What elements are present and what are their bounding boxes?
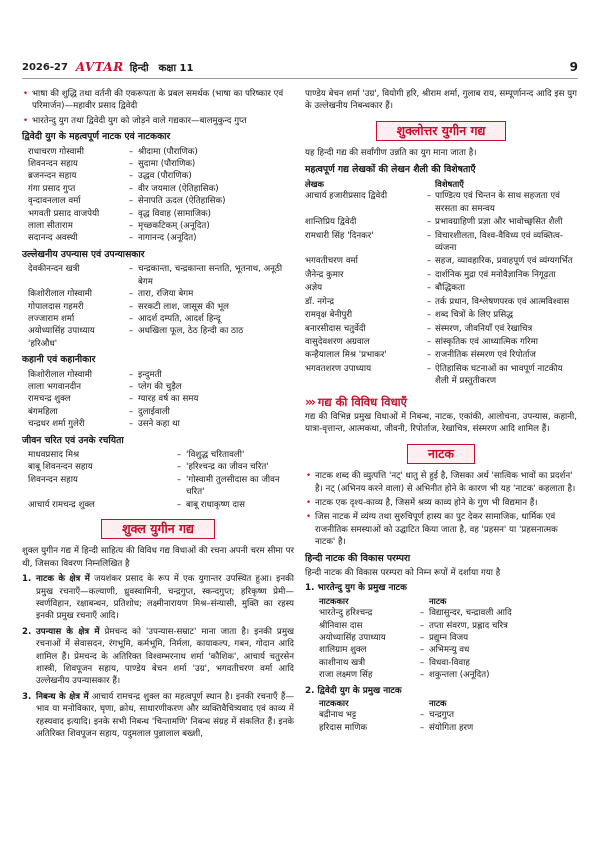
dash: – xyxy=(426,256,432,267)
table-row xyxy=(305,282,577,294)
column-header: नाटककार xyxy=(319,595,349,606)
bharatendu-natak-table xyxy=(305,595,577,682)
paragraph: गद्य की विभिन्न प्रमुख विधाओं में निबन्ध, नाटक, एकांकी, आलोचना, उपन्यास, कहानी, यात्रा-वृत्तान्त, आत्मकथा, जीवनी, रिपोर्ताज, रेखाचित्र, संस्मरण आदि शामिल हैं। xyxy=(305,411,577,435)
list-item xyxy=(22,146,294,158)
dash: – xyxy=(426,336,432,347)
author: लाला सीताराम xyxy=(28,221,73,232)
list-item: • नाटक शब्द की व्युत्पत्ति 'नट्' धातु से हुई है, जिसका अर्थ 'सात्विक भावों का प्रदर्शन' है। नट् (अभिनय करने वाला) से अभिनीत होने के कारण भी यह 'नाटक' कहलाता है। xyxy=(305,470,577,495)
dash: – xyxy=(419,722,425,733)
list-item xyxy=(22,393,294,405)
author: शिवनन्दन सहाय xyxy=(28,159,78,170)
writer: बनारसीदास चतुर्वेदी xyxy=(305,323,366,334)
author: ब्रजनन्दन सहाय xyxy=(28,171,77,182)
list-item xyxy=(22,158,294,170)
playwright: अयोध्यासिंह उपाध्याय xyxy=(319,633,386,644)
column-header: नाटक xyxy=(429,698,447,709)
work: इन्दुमती xyxy=(138,369,162,380)
item-number: 2. xyxy=(22,626,32,637)
work: 'गोस्वामी तुलसीदास का जीवन चरित' xyxy=(186,474,280,498)
table-row xyxy=(305,336,577,348)
author: सदानन्द अवस्थी xyxy=(28,233,78,244)
dash: – xyxy=(176,462,182,473)
feature: सहज, व्यावहारिक, प्रवाहपूर्ण एवं व्यंग्यगर्भित xyxy=(435,256,573,267)
work: दुलाईवाली xyxy=(138,406,170,417)
work: सेनापति ऊदल (ऐतिहासिक) xyxy=(138,196,226,207)
author: लज्जाराम शर्मा xyxy=(28,313,75,324)
section-heading xyxy=(305,396,577,408)
table-row xyxy=(305,309,577,321)
banner-container xyxy=(22,519,294,539)
author: बंगमहिला xyxy=(28,406,58,417)
play: विद्यासुन्दर, चन्द्रावली आदि xyxy=(429,608,512,619)
section-banner: शुक्लोत्तर युगीन गद्य xyxy=(376,121,507,141)
numbered-item xyxy=(22,573,294,623)
double-chevron-icon: ››› xyxy=(305,394,314,409)
feature: विचारशीलता, विश्व-वैविध्य एवं व्यक्तित्व-व्यंजना xyxy=(435,230,564,254)
table-row xyxy=(305,216,577,228)
section-heading: हिन्दी नाटक की विकास परम्परा xyxy=(305,552,411,564)
subsection-heading: 2. द्विवेदी युग के प्रमुख नाटक xyxy=(305,685,402,696)
item-number: 3. xyxy=(22,691,32,702)
kahani-list xyxy=(22,369,294,431)
dash: – xyxy=(426,283,432,294)
writer: कन्हैयालाल मिश्र 'प्रभाकर' xyxy=(305,350,387,361)
numbered-item xyxy=(22,626,294,688)
author: रामचन्द्र शुक्ल xyxy=(28,394,71,405)
list-item xyxy=(22,301,294,313)
table-row xyxy=(305,709,577,721)
dash: – xyxy=(128,313,134,324)
writer: रामवृक्ष बेनीपुरी xyxy=(305,310,353,321)
feature: संस्मरण, जीवनियाँ एवं रेखाचित्र xyxy=(435,323,533,334)
author: माधवप्रसाद मिश्र xyxy=(28,449,80,460)
list-item xyxy=(22,474,294,499)
dash: – xyxy=(128,183,134,194)
item-heading: निबन्ध के क्षेत्र में xyxy=(36,691,89,702)
work: अधखिला फूल, ठेठ हिन्दी का ठाठ xyxy=(138,326,244,337)
list-item xyxy=(22,325,294,350)
list-item xyxy=(22,220,294,232)
banner-container xyxy=(305,121,577,141)
dash: – xyxy=(128,419,134,430)
section-banner: नाटक xyxy=(407,444,475,464)
dash: – xyxy=(128,381,134,392)
work: वृद्ध विवाह (सामाजिक) xyxy=(138,208,211,219)
table-row xyxy=(305,620,577,632)
table-row xyxy=(305,669,577,681)
author: शिवनन्दन सहाय xyxy=(28,474,78,485)
dash: – xyxy=(419,608,425,619)
upanyas-list xyxy=(22,263,294,350)
dash: – xyxy=(426,363,432,374)
table-row xyxy=(305,657,577,669)
author: देवकीनन्दन खत्री xyxy=(28,264,80,275)
feature: सांस्कृतिक एवं आध्यात्मिक गरिमा xyxy=(435,336,538,347)
list-item: • भारतेन्दु युग तथा द्विवेदी युग को जोड़ने वाले गद्यकार—बालमुकुन्द गुप्त xyxy=(22,115,294,127)
table-row xyxy=(305,644,577,656)
jeevani-list xyxy=(22,449,294,511)
author: अयोध्यासिंह उपाध्याय 'हरिऔध' xyxy=(28,326,95,349)
paragraph: शुक्ल युगीन गद्य में हिन्दी साहित्य की विविध गद्य विधाओं की रचना अपनी चरम सीमा पर थी, जिसका विवरण निम्नलिखित है xyxy=(22,546,294,569)
author: चन्द्रधर शर्मा गुलेरी xyxy=(28,419,85,430)
item-text xyxy=(36,626,294,688)
work: मृच्छकटिकम् (अनूदित) xyxy=(138,221,210,232)
table-header xyxy=(305,697,577,709)
list-item xyxy=(22,418,294,430)
table-row xyxy=(305,323,577,335)
list-item: • जिस नाटक में व्यंग्य तथा सुरुचिपूर्ण हास्य का पुट देकर सामाजिक, धार्मिक एवं राजनीतिक समस्याओं को उद्घाटित किया जाता है, वह 'प्रहसन' या 'प्रहसनात्मक नाटक' है। xyxy=(305,511,577,548)
banner-container xyxy=(305,444,577,464)
list-item xyxy=(22,406,294,418)
list-item xyxy=(22,499,294,511)
author: किशोरीलाल गोस्वामी xyxy=(28,289,93,300)
table-row xyxy=(305,296,577,308)
dash: – xyxy=(426,296,432,307)
section-heading: कहानी एवं कहानीकार xyxy=(22,354,96,366)
page-header xyxy=(22,58,578,76)
list-item: • भाषा की शुद्धि तथा वर्तनी की एकरूपता के प्रबल समर्थक (भाषा का परिष्कार एवं परिमार्जन)—महावीर प्रसाद द्विवेदी xyxy=(22,88,294,113)
item-body: आचार्य रामचन्द्र शुक्ल का महत्वपूर्ण स्थान है। इनकी रचनाएँ हैं—भाव या मनोविकार, घृणा, क्रोध, साधारणीकरण और व्यक्तिवैचित्र्यवाद एवं काव्य में रहस्यवाद इत्यादि। इनके सभी निबन्ध 'चिन्तामणि' निबन्ध संग्रह में संकलित हैं। इनके अतिरिक्त शिवपूजन सहाय, पदुमलाल पुन्नालाल बख्शी, xyxy=(36,691,294,740)
playwright: हरिदास माणिक xyxy=(319,722,368,733)
column-header: नाटककार xyxy=(319,698,349,709)
section-heading: जीवन चरित एवं उनके रचयिता xyxy=(22,434,124,446)
playwright: राजा लक्ष्मण सिंह xyxy=(319,670,373,681)
paragraph: हिन्दी नाटक की विकास परम्परा को निम्न रूपों में दर्शाया गया है xyxy=(305,568,501,578)
list-item xyxy=(22,381,294,393)
section-heading: महत्वपूर्ण गद्य लेखकों की लेखन शैली की विशेषताएँ xyxy=(305,163,476,175)
item-body: जयशंकर प्रसाद के रूप में एक युगान्तर उपस्थित हुआ। इनकी प्रमुख रचनाएँ—कल्याणी, ध्रुवस्वामिनी, चन्द्रगुप्त, स्कन्दगुप्त; हरिकृष्ण प्रेमी— स्वर्णविहान, रक्षाबन्धन, प्रतिशोध; लक्ष्मीनारायण मिश्र–संन्यासी, मुक्ति का रहस्य इनकी प्रमुख रचनाएँ आदि। xyxy=(36,574,294,622)
dash: – xyxy=(176,449,182,460)
list-item xyxy=(22,195,294,207)
writer: भगवतशरण उपाध्याय xyxy=(305,363,372,374)
author: लाला भगवानदीन xyxy=(28,381,82,392)
dash: – xyxy=(419,645,425,656)
column-header: लेखक xyxy=(305,179,324,190)
item-text xyxy=(36,573,294,623)
header-divider xyxy=(22,78,578,79)
work: 'विशुद्ध चरितावली' xyxy=(186,449,245,460)
right-column xyxy=(305,88,577,734)
play: तप्ता संवरण, प्रह्लाद चरित्र xyxy=(429,620,508,631)
table-row xyxy=(305,363,577,388)
feature: बौद्धिकता xyxy=(435,283,465,294)
left-column xyxy=(22,88,294,744)
dash: – xyxy=(426,350,432,361)
section-heading: उल्लेखनीय उपन्यास एवं उपन्यासकार xyxy=(22,248,145,260)
feature: शब्द चित्रों के लिए प्रसिद्ध xyxy=(435,310,514,321)
dash: – xyxy=(128,196,134,207)
dash: – xyxy=(128,221,134,232)
feature: ऐतिहासिक घटनाओं का भावपूर्ण नाटकीय शैली में प्रस्तुतीकरण xyxy=(435,363,563,387)
author: वृन्दावनलाल वर्मा xyxy=(28,196,81,207)
dash: – xyxy=(426,310,432,321)
item-heading: नाटक के क्षेत्र में xyxy=(36,574,90,585)
work: वीर जयमाल (ऐतिहासिक) xyxy=(138,183,219,194)
table-row xyxy=(305,230,577,255)
feature: प्रभावग्राहिणी प्रज्ञा और भावोच्छ्वसित शैली xyxy=(435,217,563,228)
column-header: विशेषताएँ xyxy=(435,179,464,190)
page-number: 9 xyxy=(569,60,578,74)
paragraph: पाण्डेय बेचन शर्मा 'उग्र', वियोगी हरि, श्रीराम शर्मा, गुलाब राय, सम्पूर्णानन्द आदि इस युग के उल्लेखनीय निबन्धकार हैं। xyxy=(305,89,577,112)
writer-style-table xyxy=(305,178,577,388)
dash: – xyxy=(419,657,425,668)
playwright: श्रीनिवास दास xyxy=(319,620,363,631)
work: आदर्श दम्पति, आदर्श हिन्दू xyxy=(138,313,221,324)
writer: जैनेन्द्र कुमार xyxy=(305,269,344,280)
table-row xyxy=(305,607,577,619)
dash: – xyxy=(128,406,134,417)
class-label: कक्षा 11 xyxy=(158,63,194,74)
dash: – xyxy=(426,323,432,334)
subsection-heading: 1. भारतेन्दु युग के प्रमुख नाटक xyxy=(305,583,407,594)
writer: रामधारी सिंह 'दिनकर' xyxy=(305,230,374,241)
dash: – xyxy=(128,264,134,275)
dash: – xyxy=(426,269,432,280)
writer: भगवतीचरण वर्मा xyxy=(305,256,358,267)
feature: तर्क प्रधान, विश्लेषणपरक एवं आत्मविश्वास xyxy=(435,296,570,307)
heading-text: गद्य की विविध विधाएँ xyxy=(317,394,407,409)
dash: – xyxy=(128,394,134,405)
writer: वासुदेवशरण अग्रवाल xyxy=(305,336,370,347)
writer: अज्ञेय xyxy=(305,283,323,294)
numbered-item xyxy=(22,691,294,741)
work: तारा, रजिया बेगम xyxy=(138,289,194,300)
item-heading: उपन्यास के क्षेत्र में xyxy=(36,626,100,637)
list-item xyxy=(22,170,294,182)
author: आचार्य रामचन्द्र शुक्ल xyxy=(28,499,95,510)
item-text xyxy=(36,691,294,741)
table-row xyxy=(305,722,577,734)
dash: – xyxy=(128,369,134,380)
dash: – xyxy=(128,289,134,300)
dash: – xyxy=(419,670,425,681)
item-body: प्रेमचन्द को 'उपन्यास-सम्राट' माना जाता है। इनकी प्रमुख रचनाओं में सेवासदन, रंगभूमि, कर्मभूमि, निर्मला, कायाकल्प, गबन, गोदान आदि शामिल हैं। प्रेमचन्द के अतिरिक्त विश्वम्भरनाथ शर्मा 'कौशिक', आचार्य चतुरसेन शास्त्री, शिवपूजन सहाय, पाण्डेय बेचन शर्मा 'उग्र', भगवतीचरण वर्मा आदि उल्लेखनीय उपन्यासकार हैं। xyxy=(36,626,294,687)
dash: – xyxy=(426,191,432,202)
dash: – xyxy=(128,146,134,157)
section-banner: शुक्ल युगीन गद्य xyxy=(101,519,215,539)
feature: पाण्डित्य एवं चिन्तन के साथ सहजता एवं सरसता का समन्वय xyxy=(435,191,560,214)
playwright: बद्रीनाथ भट्ट xyxy=(319,710,357,721)
work: सुदामा (पौराणिक) xyxy=(138,159,196,170)
play: विधवा-विवाह xyxy=(429,657,470,668)
play: शकुन्तला (अनूदित) xyxy=(429,670,490,681)
table-row xyxy=(305,632,577,644)
writer: डॉ. नगेन्द्र xyxy=(305,296,335,307)
dash: – xyxy=(419,633,425,644)
play: प्रद्युम्न विजय xyxy=(429,633,469,644)
dash: – xyxy=(128,326,134,337)
list-item xyxy=(22,449,294,461)
writer: शान्तिप्रिय द्विवेदी xyxy=(305,217,357,228)
subject-title: हिन्दी xyxy=(129,63,149,74)
list-item xyxy=(22,369,294,381)
author: भगवती प्रसाद वाजपेयी xyxy=(28,208,100,219)
table-header xyxy=(305,178,577,190)
item-number: 1. xyxy=(22,574,32,585)
dash: – xyxy=(128,208,134,219)
section-heading: द्विवेदी युग के महत्वपूर्ण नाटक एवं नाटककार xyxy=(22,131,171,143)
dash: – xyxy=(426,217,432,228)
natak-list xyxy=(22,146,294,245)
column-header: नाटक xyxy=(429,595,447,606)
work: श्रीदामा (पौराणिक) xyxy=(138,146,198,157)
author: गोपालदास गहमरी xyxy=(28,301,84,312)
list-item xyxy=(22,288,294,300)
dash: – xyxy=(128,301,134,312)
play: अभिमन्यु वध xyxy=(429,645,470,656)
list-item xyxy=(22,232,294,244)
dash: – xyxy=(128,159,134,170)
author: बाबू शिवनन्दन सहाय xyxy=(28,462,93,473)
writer: आचार्य हजारीप्रसाद द्विवेदी xyxy=(305,191,388,202)
author: राधाचरण गोस्वामी xyxy=(28,146,84,157)
feature: राजनीतिक संस्मरण एवं रिपोर्ताज xyxy=(435,350,536,361)
dash: – xyxy=(176,474,182,485)
dwivedi-natak-table xyxy=(305,697,577,734)
table-header xyxy=(305,595,577,607)
dash: – xyxy=(176,499,182,510)
playwright: शालिग्राम शुक्ल xyxy=(319,645,367,656)
play: चन्द्रगुप्त xyxy=(429,710,455,721)
list-item xyxy=(22,313,294,325)
table-row xyxy=(305,190,577,215)
work: ग्यारह वर्ष का समय xyxy=(138,394,199,405)
brand-logo: AVTAR xyxy=(75,60,124,74)
feature: दार्शनिक मुद्रा एवं मनोवैज्ञानिक निगूढ़ता xyxy=(435,269,556,280)
playwright: भारतेन्दु हरिश्चन्द्र xyxy=(319,608,373,619)
paragraph: यह हिन्दी गद्य की सर्वांगीण उन्नति का युग माना जाता है। xyxy=(305,148,477,159)
table-row xyxy=(305,269,577,281)
dash: – xyxy=(128,233,134,244)
dash: – xyxy=(128,171,134,182)
work: बाबू राधाकृष्ण दास xyxy=(186,499,245,510)
work: प्लेग की चुड़ैल xyxy=(138,381,182,392)
list-item xyxy=(22,183,294,195)
work: सरकटी लाश, जासूस की भूल xyxy=(138,301,229,312)
author: किशोरीलाल गोस्वामी xyxy=(28,369,93,380)
work: उसने कहा था xyxy=(138,419,180,430)
list-item xyxy=(22,208,294,220)
playwright: काशीनाथ खत्री xyxy=(319,657,366,668)
list-item xyxy=(22,263,294,288)
work: उद्धव (पौराणिक) xyxy=(138,171,192,182)
table-row xyxy=(305,349,577,361)
list-item xyxy=(22,461,294,473)
list-item: • नाटक एक दृश्य-काव्य है, जिसमें श्रव्य काव्य होने के गुण भी विद्यमान हैं। xyxy=(305,497,577,509)
dash: – xyxy=(419,620,425,631)
table-row xyxy=(305,255,577,267)
author: गंगा प्रसाद गुप्त xyxy=(28,183,76,194)
work: 'हरिश्चन्द्र का जीवन चरित' xyxy=(186,462,269,473)
session-year: 2026-27 xyxy=(22,61,68,73)
dash: – xyxy=(419,710,425,721)
work: नागानन्द (अनूदित) xyxy=(138,233,197,244)
play: संयोगिता हरण xyxy=(429,722,474,733)
work: चन्द्रकान्ता, चन्द्रकान्ता सन्तति, भूतनाथ, अनूठी बेगम xyxy=(138,264,283,287)
dash: – xyxy=(426,230,432,241)
